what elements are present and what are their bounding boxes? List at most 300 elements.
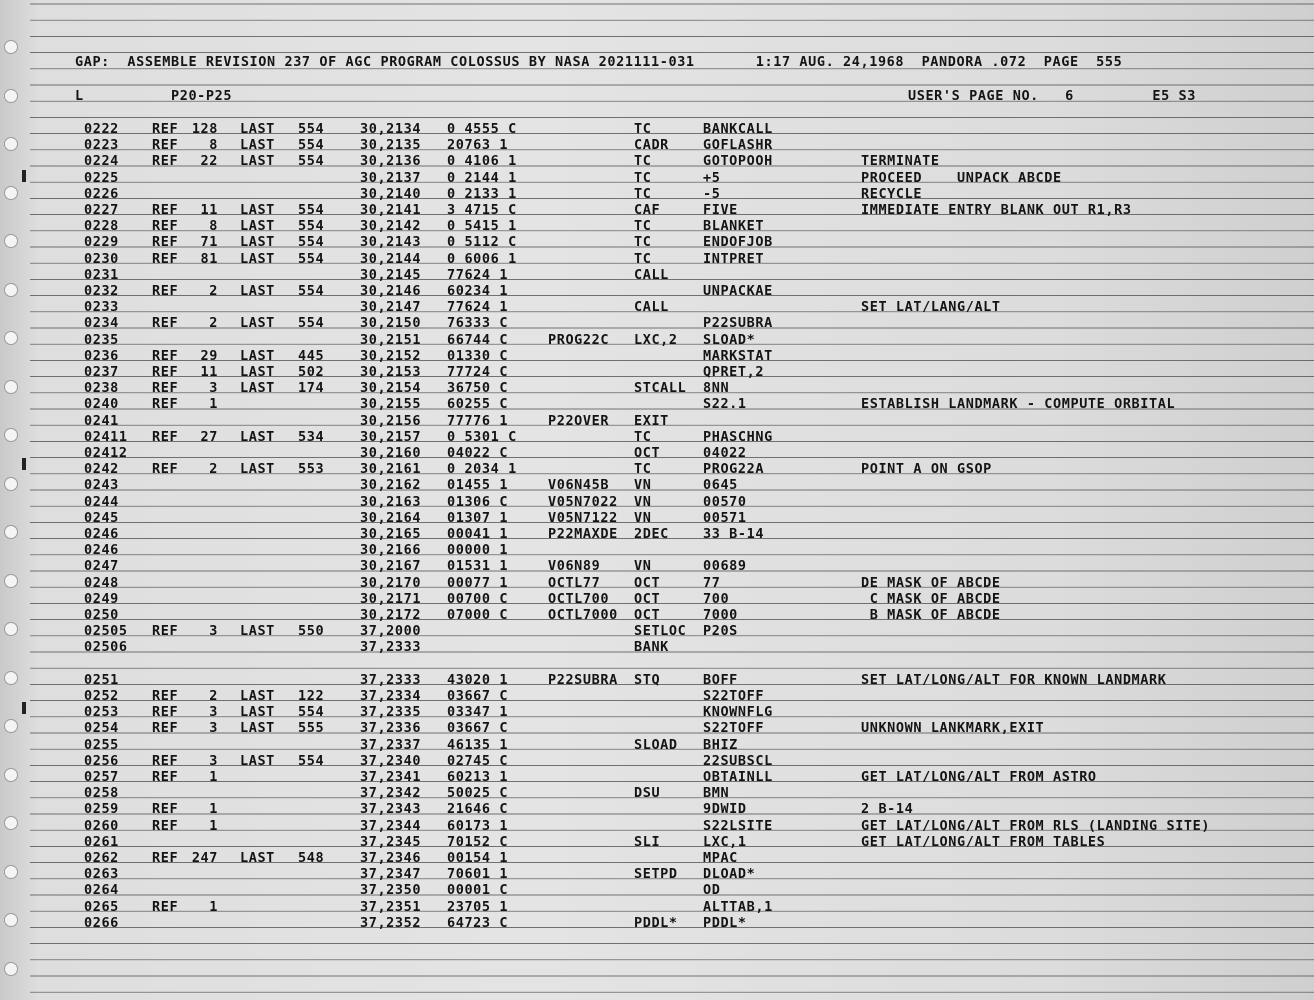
listing-addr: 30,2137 (360, 169, 422, 186)
listing-last: LAST (240, 250, 275, 267)
listing-ref: REF (152, 234, 179, 251)
listing-label: V05N7022 (548, 493, 618, 510)
listing-last: LAST (240, 315, 275, 332)
listing-operand: -5 (703, 185, 721, 202)
listing-comment: GET LAT/LONG/ALT FROM RLS (LANDING SITE) (861, 817, 1211, 834)
listing-operand: BMN (703, 785, 730, 802)
listing-word: 77776 1 (447, 412, 509, 429)
listing-row (0, 737, 1314, 753)
listing-num: 1 (209, 801, 218, 818)
listing-op: VN (634, 477, 652, 494)
listing-label: V06N89 (548, 558, 601, 575)
listing-word: 03667 C (447, 720, 509, 737)
listing-addr: 30,2165 (360, 526, 422, 542)
listing-addr: 37,2341 (360, 769, 422, 785)
listing-last: LAST (240, 347, 275, 364)
listing-word: 03347 1 (447, 704, 509, 721)
listing-line: 0232 (84, 283, 119, 299)
listing-num: 29 (200, 347, 218, 364)
listing-op: SETLOC (634, 623, 687, 640)
listing-operand: 77 (703, 574, 721, 591)
listing-word: 01330 C (447, 347, 509, 364)
listing-op: 2DEC (634, 526, 669, 542)
listing-comment: SET LAT/LANG/ALT (861, 299, 1001, 316)
listing-page: 554 (298, 250, 325, 267)
listing-line: 0225 (84, 169, 119, 186)
listing-num: 3 (209, 623, 218, 640)
listing-addr: 37,2340 (360, 752, 422, 769)
listing-op: STQ (634, 671, 661, 688)
listing-last: LAST (240, 364, 275, 380)
listing-line: 0241 (84, 412, 119, 429)
listing-num: 1 (209, 396, 218, 413)
listing-last: LAST (240, 137, 275, 154)
listing-line: 0229 (84, 234, 119, 251)
listing-word: 20763 1 (447, 137, 509, 154)
listing-line: 0245 (84, 509, 119, 526)
listing-op: OCT (634, 445, 661, 461)
listing-word: 0 4106 1 (447, 153, 517, 170)
listing-addr: 30,2146 (360, 283, 422, 299)
listing-row (0, 834, 1314, 850)
listing-row (0, 639, 1314, 655)
listing-row (0, 704, 1314, 720)
listing-line: 0250 (84, 607, 119, 623)
listing-addr: 30,2155 (360, 396, 422, 413)
listing-row (0, 477, 1314, 493)
listing-last: LAST (240, 704, 275, 721)
listing-word: 0 2144 1 (447, 169, 517, 186)
listing-num: 3 (209, 380, 218, 397)
listing-line: 0246 (84, 542, 119, 559)
listing-addr: 30,2157 (360, 428, 422, 445)
listing-line: 02505 (84, 623, 128, 640)
listing-row (0, 413, 1314, 429)
listing-addr: 37,2350 (360, 882, 422, 899)
listing-line: 0243 (84, 477, 119, 494)
listing-row (0, 315, 1314, 331)
listing-addr: 37,2337 (360, 736, 422, 753)
feed-hole (4, 89, 18, 103)
listing-line: 0224 (84, 153, 119, 170)
listing-operand: S22TOFF (703, 688, 765, 704)
listing-num: 27 (200, 428, 218, 445)
listing-comment: POINT A ON GSOP (861, 461, 992, 478)
listing-line: 0253 (84, 704, 119, 721)
listing-last: LAST (240, 850, 275, 866)
listing-row (0, 607, 1314, 623)
listing-ref: REF (152, 850, 179, 866)
listing-operand: 00571 (703, 509, 747, 526)
listing-row (0, 882, 1314, 898)
listing-line: 0255 (84, 736, 119, 753)
listing-op: CAF (634, 202, 661, 218)
listing-op: SLI (634, 833, 661, 850)
listing-addr: 37,2336 (360, 720, 422, 737)
listing-page: 554 (298, 202, 325, 218)
listing-ref: REF (152, 218, 179, 235)
listing-operand: MPAC (703, 850, 738, 866)
listing-addr: 30,2160 (360, 445, 422, 461)
listing-row (0, 494, 1314, 510)
listing-operand: 22SUBSCL (703, 752, 773, 769)
listing-last: LAST (240, 283, 275, 299)
listing-word: 23705 1 (447, 898, 509, 915)
listing-word: 0 4555 C (447, 121, 517, 137)
listing-word: 76333 C (447, 315, 509, 332)
listing-page: 554 (298, 218, 325, 235)
listing-row (0, 866, 1314, 882)
listing-op: VN (634, 558, 652, 575)
listing-page: 445 (298, 347, 325, 364)
listing-num: 128 (191, 121, 218, 137)
listing-word: 0 5112 C (447, 234, 517, 251)
listing-word: 77624 1 (447, 299, 509, 316)
listing-row (0, 283, 1314, 299)
listing-last: LAST (240, 752, 275, 769)
listing-subheader-left: L P20-P25 (75, 88, 233, 104)
listing-row (0, 720, 1314, 736)
feed-hole (4, 40, 18, 54)
listing-word: 21646 C (447, 801, 509, 818)
listing-line: 0230 (84, 250, 119, 267)
listing-addr: 37,2345 (360, 833, 422, 850)
listing-row (0, 542, 1314, 558)
listing-comment: SET LAT/LONG/ALT FOR KNOWN LANDMARK (861, 671, 1167, 688)
listing-row (0, 396, 1314, 412)
listing-row (0, 850, 1314, 866)
listing-row (0, 510, 1314, 526)
listing-addr: 37,2352 (360, 914, 422, 931)
listing-line: 0265 (84, 898, 119, 915)
listing-num: 8 (209, 218, 218, 235)
listing-row (0, 218, 1314, 234)
listing-operand: BANKCALL (703, 121, 773, 137)
listing-op: TC (634, 234, 652, 251)
listing-line: 0223 (84, 137, 119, 154)
listing-ref: REF (152, 428, 179, 445)
listing-operand: SLOAD* (703, 331, 756, 348)
listing-comment: PROCEED UNPACK ABCDE (861, 169, 1062, 186)
listing-line: 0228 (84, 218, 119, 235)
listing-word: 00077 1 (447, 574, 509, 591)
listing-line: 0248 (84, 574, 119, 591)
listing-row (0, 170, 1314, 186)
listing-operand: KNOWNFLG (703, 704, 773, 721)
listing-label: P22OVER (548, 412, 610, 429)
listing-addr: 30,2164 (360, 509, 422, 526)
listing-op: PDDL* (634, 914, 678, 931)
listing-word: 64723 C (447, 914, 509, 931)
listing-ref: REF (152, 250, 179, 267)
listing-last: LAST (240, 720, 275, 737)
listing-addr: 30,2140 (360, 185, 422, 202)
listing-line: 0227 (84, 202, 119, 218)
listing-comment: RECYCLE (861, 185, 923, 202)
listing-page: 550 (298, 623, 325, 640)
listing-row (0, 558, 1314, 574)
listing-addr: 37,2000 (360, 623, 422, 640)
listing-row (0, 656, 1314, 672)
listing-operand: MARKSTAT (703, 347, 773, 364)
listing-addr: 30,2143 (360, 234, 422, 251)
listing-operand: FIVE (703, 202, 738, 218)
listing-operand: 7000 (703, 607, 738, 623)
listing-line: 0240 (84, 396, 119, 413)
listing-row (0, 753, 1314, 769)
listing-ref: REF (152, 202, 179, 218)
listing-operand: GOTOPOOH (703, 153, 773, 170)
listing-last: LAST (240, 428, 275, 445)
listing-word: 77724 C (447, 364, 509, 380)
listing-line: 02411 (84, 428, 128, 445)
listing-addr: 30,2166 (360, 542, 422, 559)
listing-row (0, 364, 1314, 380)
listing-addr: 37,2347 (360, 866, 422, 883)
listing-addr: 30,2145 (360, 266, 422, 283)
listing-row (0, 915, 1314, 931)
listing-num: 3 (209, 720, 218, 737)
listing-operand: S22.1 (703, 396, 747, 413)
listing-operand: P22SUBRA (703, 315, 773, 332)
listing-op: TC (634, 169, 652, 186)
listing-comment: C MASK OF ABCDE (861, 590, 1001, 607)
listing-comment: UNKNOWN LANKMARK,EXIT (861, 720, 1045, 737)
listing-line: 0261 (84, 833, 119, 850)
listing-operand: UNPACKAE (703, 283, 773, 299)
listing-operand: 33 B-14 (703, 526, 765, 542)
listing-num: 3 (209, 752, 218, 769)
listing-line: 0237 (84, 364, 119, 380)
listing-ref: REF (152, 315, 179, 332)
listing-line: 02412 (84, 445, 128, 461)
listing-operand: GOFLASHR (703, 137, 773, 154)
listing-row (0, 818, 1314, 834)
listing-operand: 8NN (703, 380, 730, 397)
listing-last: LAST (240, 218, 275, 235)
listing-row (0, 526, 1314, 542)
listing-line: 0252 (84, 688, 119, 704)
listing-op: VN (634, 493, 652, 510)
listing-operand: OD (703, 882, 721, 899)
listing-line: 0244 (84, 493, 119, 510)
listing-num: 8 (209, 137, 218, 154)
listing-word: 66744 C (447, 331, 509, 348)
listing-addr: 30,2150 (360, 315, 422, 332)
listing-line: 0238 (84, 380, 119, 397)
listing-page: 174 (298, 380, 325, 397)
listing-last: LAST (240, 121, 275, 137)
listing-word: 60255 C (447, 396, 509, 413)
listing-num: 81 (200, 250, 218, 267)
listing-ref: REF (152, 396, 179, 413)
listing-op: STCALL (634, 380, 687, 397)
listing-row (0, 623, 1314, 639)
listing-page: 554 (298, 121, 325, 137)
listing-num: 22 (200, 153, 218, 170)
listing-word: 50025 C (447, 785, 509, 802)
listing-ref: REF (152, 898, 179, 915)
listing-row (0, 591, 1314, 607)
listing-line: 0258 (84, 785, 119, 802)
listing-op: TC (634, 121, 652, 137)
listing-row (0, 801, 1314, 817)
listing-page: 554 (298, 234, 325, 251)
listing-addr: 37,2335 (360, 704, 422, 721)
listing-op: TC (634, 250, 652, 267)
listing-num: 1 (209, 769, 218, 785)
listing-page: 553 (298, 461, 325, 478)
listing-page: 554 (298, 283, 325, 299)
listing-ref: REF (152, 704, 179, 721)
listing-row (0, 202, 1314, 218)
listing-num: 3 (209, 704, 218, 721)
listing-word: 70601 1 (447, 866, 509, 883)
listing-row (0, 429, 1314, 445)
listing-addr: 30,2153 (360, 364, 422, 380)
listing-word: 77624 1 (447, 266, 509, 283)
listing-line: 0254 (84, 720, 119, 737)
listing-page: 502 (298, 364, 325, 380)
listing-line: 0260 (84, 817, 119, 834)
listing-addr: 30,2142 (360, 218, 422, 235)
listing-op: TC (634, 153, 652, 170)
listing-ref: REF (152, 283, 179, 299)
listing-addr: 37,2334 (360, 688, 422, 704)
listing-last: LAST (240, 623, 275, 640)
listing-op: TC (634, 218, 652, 235)
listing-comment: IMMEDIATE ENTRY BLANK OUT R1,R3 (861, 202, 1132, 218)
listing-word: 0 2034 1 (447, 461, 517, 478)
listing-line: 0266 (84, 914, 119, 931)
listing-label: P22MAXDE (548, 526, 618, 542)
listing-line: 0236 (84, 347, 119, 364)
listing-line: 0247 (84, 558, 119, 575)
listing-ref: REF (152, 817, 179, 834)
listing-label: PROG22C (548, 331, 610, 348)
listing-row (0, 575, 1314, 591)
listing-num: 2 (209, 283, 218, 299)
listing-ref: REF (152, 623, 179, 640)
listing-row (0, 267, 1314, 283)
listing-row (0, 785, 1314, 801)
listing-row (0, 380, 1314, 396)
listing-op: OCT (634, 590, 661, 607)
listing-op: EXIT (634, 412, 669, 429)
listing-row (0, 672, 1314, 688)
listing-row (0, 688, 1314, 704)
listing-addr: 37,2343 (360, 801, 422, 818)
listing-operand: BHIZ (703, 736, 738, 753)
listing-row (0, 461, 1314, 477)
listing-row (0, 234, 1314, 250)
listing-addr: 30,2172 (360, 607, 422, 623)
listing-addr: 30,2151 (360, 331, 422, 348)
listing-word: 04022 C (447, 445, 509, 461)
listing-op: CALL (634, 266, 669, 283)
listing-operand: S22LSITE (703, 817, 773, 834)
listing-word: 01306 C (447, 493, 509, 510)
listing-addr: 37,2333 (360, 671, 422, 688)
listing-line: 0251 (84, 671, 119, 688)
listing-last: LAST (240, 202, 275, 218)
listing-page: 554 (298, 704, 325, 721)
listing-ref: REF (152, 688, 179, 704)
listing-addr: 30,2163 (360, 493, 422, 510)
listing-addr: 30,2162 (360, 477, 422, 494)
listing-comment: ESTABLISH LANDMARK - COMPUTE ORBITAL (861, 396, 1176, 413)
listing-label: OCTL7000 (548, 607, 618, 623)
listing-addr: 30,2156 (360, 412, 422, 429)
listing-operand: PHASCHNG (703, 428, 773, 445)
listing-label: OCTL700 (548, 590, 610, 607)
listing-line: 0264 (84, 882, 119, 899)
listing-row (0, 299, 1314, 315)
listing-page: 548 (298, 850, 325, 866)
listing-addr: 30,2154 (360, 380, 422, 397)
listing-addr: 30,2136 (360, 153, 422, 170)
listing-addr: 37,2344 (360, 817, 422, 834)
listing-row (0, 332, 1314, 348)
listing-addr: 37,2333 (360, 639, 422, 656)
listing-addr: 30,2170 (360, 574, 422, 591)
listing-row (0, 251, 1314, 267)
listing-label: V05N7122 (548, 509, 618, 526)
listing-addr: 37,2342 (360, 785, 422, 802)
listing-op: VN (634, 509, 652, 526)
listing-num: 2 (209, 688, 218, 704)
listing-ref: REF (152, 153, 179, 170)
listing-op: CALL (634, 299, 669, 316)
listing-word: 0 2133 1 (447, 185, 517, 202)
listing-row (0, 137, 1314, 153)
listing-operand: S22TOFF (703, 720, 765, 737)
listing-label: P22SUBRA (548, 671, 618, 688)
listing-num: 2 (209, 315, 218, 332)
listing-word: 07000 C (447, 607, 509, 623)
listing-line: 0259 (84, 801, 119, 818)
listing-op: SLOAD (634, 736, 678, 753)
listing-addr: 30,2167 (360, 558, 422, 575)
listing-row (0, 348, 1314, 364)
listing-operand: BLANKET (703, 218, 765, 235)
listing-num: 11 (200, 202, 218, 218)
listing-line: 0222 (84, 121, 119, 137)
listing-ref: REF (152, 769, 179, 785)
listing-row (0, 899, 1314, 915)
listing-addr: 30,2134 (360, 121, 422, 137)
listing-addr: 30,2147 (360, 299, 422, 316)
listing-word: 0 5301 C (447, 428, 517, 445)
listing-operand: P20S (703, 623, 738, 640)
listing-word: 0 6006 1 (447, 250, 517, 267)
listing-op: OCT (634, 574, 661, 591)
listing-word: 3 4715 C (447, 202, 517, 218)
listing-word: 60213 1 (447, 769, 509, 785)
listing-operand: DLOAD* (703, 866, 756, 883)
listing-word: 03667 C (447, 688, 509, 704)
listing-num: 1 (209, 817, 218, 834)
listing-num: 1 (209, 898, 218, 915)
listing-ref: REF (152, 137, 179, 154)
listing-operand: PROG22A (703, 461, 765, 478)
listing-operand: +5 (703, 169, 721, 186)
listing-addr: 30,2152 (360, 347, 422, 364)
listing-operand: ENDOFJOB (703, 234, 773, 251)
listing-line: 0257 (84, 769, 119, 785)
listing-word: 46135 1 (447, 736, 509, 753)
listing-operand: PDDL* (703, 914, 747, 931)
